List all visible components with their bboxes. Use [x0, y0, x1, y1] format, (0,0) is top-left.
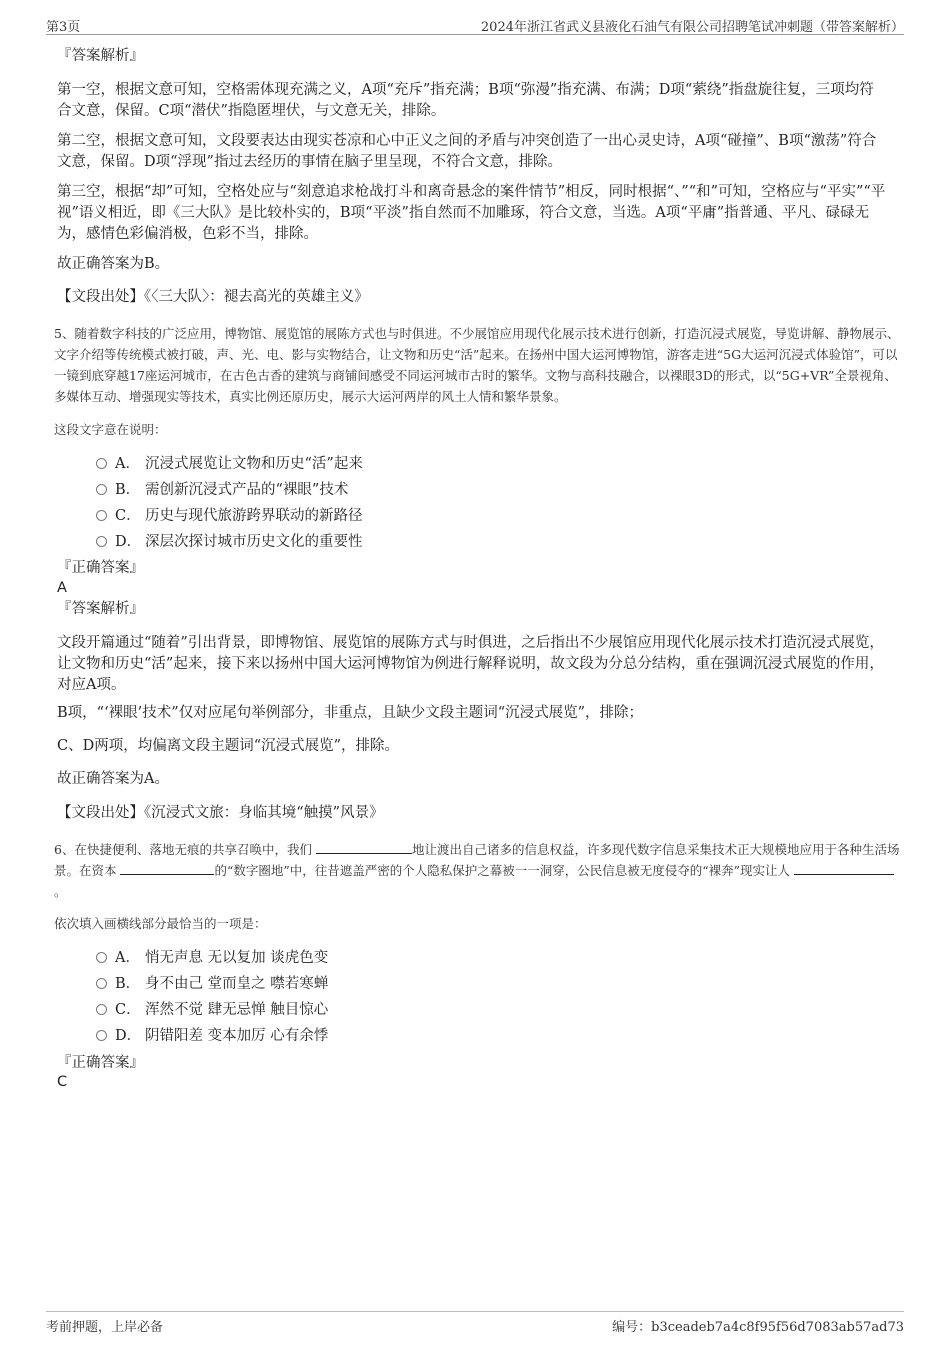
q6-option-b[interactable]: B． 身不由己 堂而皇之 噤若寒蝉 [96, 974, 328, 994]
q5-analysis-p2: B项，“‘裸眼’技术”仅对应尾句举例部分，非重点，且缺少文段主题词“沉浸式展览”，排除； [57, 705, 644, 721]
radio-icon[interactable] [96, 484, 107, 495]
radio-icon[interactable] [96, 536, 107, 547]
q5-analysis-p3: C、D两项，均偏离文段主题词“沉浸式展览”，排除。 [57, 738, 400, 754]
q5-analysis-label: 『答案解析』 [57, 601, 144, 617]
radio-icon[interactable] [96, 510, 107, 521]
radio-icon[interactable] [96, 1030, 107, 1041]
fill-blank-3 [794, 860, 894, 875]
q4-analysis-p2: 第二空，根据文意可知，文段要表达由现实苍凉和心中正义之间的矛盾与冲突创造了一出心灵史诗，A项“碰撞”、B项“激荡”符合文意，保留。D项“浮现”指过去经历的事情在脑子里呈现，不符合文意，排除。 [57, 133, 877, 170]
q5-conclusion: 故正确答案为A。 [57, 771, 169, 787]
q6-question: 依次填入画横线部分最恰当的一项是： [54, 916, 267, 931]
q5-option-a[interactable]: A． 沉浸式展览让文物和历史“活”起来 [96, 454, 363, 474]
document-title: 2024年浙江省武义县液化石油气有限公司招聘笔试冲刺题（带答案解析） [480, 20, 904, 35]
q5-answer: A [57, 580, 67, 596]
radio-icon[interactable] [96, 952, 107, 963]
q4-analysis-label: 『答案解析』 [57, 48, 144, 64]
q5-source: 【文段出处】《沉浸式文旅：身临其境“触摸”风景》 [57, 805, 384, 821]
q4-conclusion: 故正确答案为B。 [57, 256, 170, 272]
q4-analysis-p3: 第三空，根据“却”可知，空格处应与“刻意追求枪战打斗和离奇悬念的案件情节”相反，同时根据“、”“和”可知，空格应与“平实”“平视”语义相近，即《三大队》是比较朴实的，B项“平淡”指自然而不加雕琢，符合文意，当选。A项“平庸”指普通、平凡、碌碌无为，感情色彩偏消极，色彩不当，排除。 [57, 184, 886, 242]
q5-option-b[interactable]: B． 需创新沉浸式产品的“裸眼”技术 [96, 480, 348, 500]
fill-blank-1 [316, 839, 412, 854]
q4-source: 【文段出处】《〈三大队〉：褪去高光的英雄主义》 [57, 289, 369, 305]
q6-answer: C [57, 1074, 68, 1090]
q6-option-a[interactable]: A． 悄无声息 无以复加 谈虎色变 [96, 948, 328, 968]
q6-stem: 6、在快捷便利、落地无痕的共享召唤中，我们 地让渡出自己诸多的信息权益，许多现代数字信息采集技术正大规模地应用于各种生活场景。在资本 的“数字圈地”中，往昔遮盖严密的个人隐私保护之幕被一一洞穿，公民信息被无度侵夺的“裸奔”现实让人 。 [54, 839, 900, 902]
q5-analysis-p1: 文段开篇通过“随着”引出背景，即博物馆、展览馆的展陈方式与时俱进，之后指出不少展馆应用现代化展示技术打造沉浸式展览，让文物和历史“活”起来，接下来以扬州中国大运河博物馆为例进行解释说明，故文段为分总分结构，重在强调沉浸式展览的作用，对应A项。 [57, 635, 884, 693]
radio-icon[interactable] [96, 1004, 107, 1015]
document-id: 编号：b3ceadeb7a4c8f95f56d7083ab57ad73 [612, 1320, 904, 1335]
fill-blank-2 [120, 860, 214, 875]
page-number: 第3页 [46, 20, 81, 35]
page-header [46, 14, 904, 35]
q5-question: 这段文字意在说明： [54, 422, 167, 437]
q5-stem: 5、随着数字科技的广泛应用，博物馆、展览馆的展陈方式也与时俱进。不少展馆应用现代化展示技术进行创新，打造沉浸式展览，导览讲解、静物展示、文字介绍等传统模式被打破，声、光、电、影与实物结合，让文物和历史“活”起来。在扬州中国大运河博物馆，游客走进“5G大运河沉浸式体验馆”，可以一镜到底穿越17座运河城市，在古色古香的建筑与商铺间感受不同运河城市古时的繁华。文物与高科技融合，以裸眼3D的形式，以“5G+VR”全景视角、多媒体互动、增强现实等技术，真实比例还原历史，展示大运河两岸的风土人情和繁华景象。 [54, 326, 900, 404]
q5-option-c[interactable]: C． 历史与现代旅游跨界联动的新路径 [96, 506, 363, 526]
q5-answer-label: 『正确答案』 [57, 560, 144, 576]
radio-icon[interactable] [96, 978, 107, 989]
page-footer [46, 1311, 904, 1334]
q6-answer-label: 『正确答案』 [57, 1055, 144, 1071]
radio-icon[interactable] [96, 458, 107, 469]
q5-option-d[interactable]: D． 深层次探讨城市历史文化的重要性 [96, 532, 363, 552]
footer-slogan: 考前押题，上岸必备 [46, 1320, 164, 1335]
q6-option-c[interactable]: C． 浑然不觉 肆无忌惮 触目惊心 [96, 1000, 328, 1020]
q6-option-d[interactable]: D． 阴错阳差 变本加厉 心有余悸 [96, 1026, 328, 1046]
q4-analysis-p1: 第一空，根据文意可知，空格需体现充满之义，A项“充斥”指充满；B项“弥漫”指充满、布满；D项“萦绕”指盘旋往复，三项均符合文意，保留。C项“潜伏”指隐匿埋伏，与文意无关，排除。 [57, 82, 874, 119]
